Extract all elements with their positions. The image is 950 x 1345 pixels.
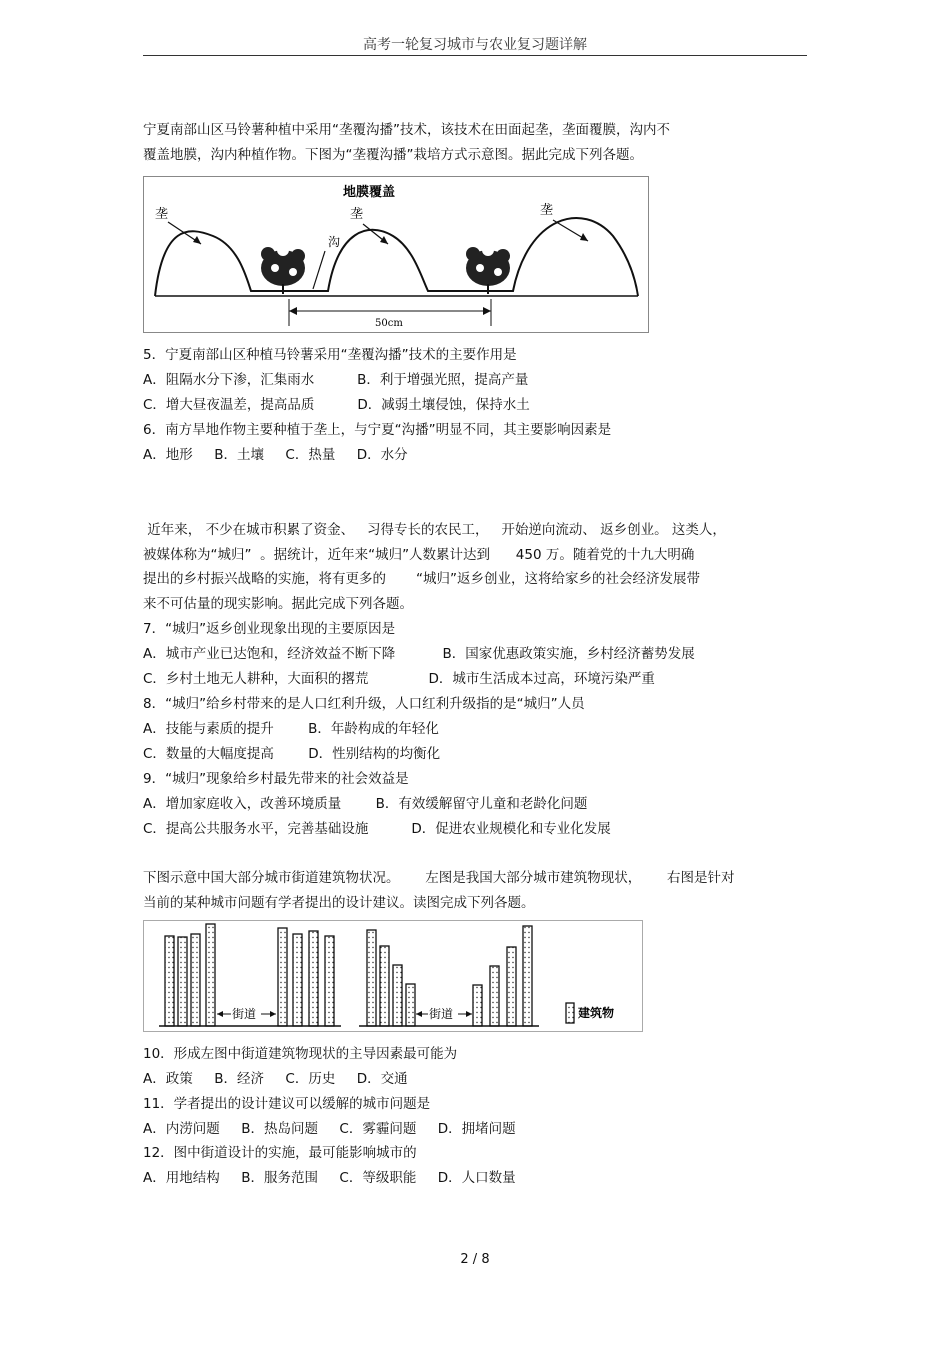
ridge-furrow-diagram <box>143 176 649 333</box>
legend-label: 建筑物 <box>578 1006 615 1020</box>
q9-options-cd: C．提高公共服务水平，完善基础设施 D．促进农业规模化和专业化发展 <box>143 821 611 837</box>
passage1-line2: 覆盖地膜，沟内种植作物。下图为“垄覆沟播”栽培方式示意图。据此完成下列各题。 <box>143 147 643 163</box>
width-label: 50cm <box>375 318 403 329</box>
left-street-label: 街道 <box>232 1007 257 1021</box>
ridge-label-3: 垄 <box>540 203 554 218</box>
right-street-label: 街道 <box>429 1007 454 1021</box>
q12-options: A．用地结构 B．服务范围 C．等级职能 D．人口数量 <box>143 1170 516 1186</box>
header-rule <box>143 55 807 56</box>
q12-stem: 12．图中街道设计的实施，最可能影响城市的 <box>143 1145 417 1161</box>
passage3-line2: 当前的某种城市问题有学者提出的设计建议。读图完成下列各题。 <box>143 895 535 911</box>
passage3-line1: 下图示意中国大部分城市街道建筑物状况。 左图是我国大部分城市建筑物现状， 右图是针对 <box>143 870 735 886</box>
furrow-label: 沟 <box>328 235 341 249</box>
q9-options-ab: A．增加家庭收入，改善环境质量 B．有效缓解留守儿童和老龄化问题 <box>143 796 588 812</box>
q8-options-ab: A．技能与素质的提升 B．年龄构成的年轻化 <box>143 721 439 737</box>
ridge-label-1: 垄 <box>155 207 169 222</box>
passage2-line1: 近年来， 不少在城市积累了资金、 习得专长的农民工， 开始逆向流动、 返乡创业。 这类人， <box>143 522 726 538</box>
page-header: 高考一轮复习城市与农业复习题详解 <box>363 37 587 53</box>
ridge-label-2: 垄 <box>350 207 364 222</box>
q11-options: A．内涝问题 B．热岛问题 C．雾霾问题 D．拥堵问题 <box>143 1121 516 1137</box>
q6-options: A．地形 B．土壤 C．热量 D．水分 <box>143 447 408 463</box>
passage2-line2: 被媒体称为“城归” 。据统计，近年来“城归”人数累计达到 450 万。随着党的十九大明确 <box>143 547 695 563</box>
passage1-line1: 宁夏南部山区马铃薯种植中采用“垄覆沟播”技术，该技术在田面起垄，垄面覆膜，沟内不 <box>143 122 670 138</box>
q7-stem: 7．“城归”返乡创业现象出现的主要原因是 <box>143 621 396 637</box>
q8-stem: 8．“城归”给乡村带来的是人口红利升级，人口红利升级指的是“城归”人员 <box>143 696 585 712</box>
q11-stem: 11．学者提出的设计建议可以缓解的城市问题是 <box>143 1096 431 1112</box>
q7-options-ab: A．城市产业已达饱和，经济效益不断下降 B．国家优惠政策实施，乡村经济蓄势发展 <box>143 646 695 662</box>
q10-stem: 10．形成左图中街道建筑物现状的主导因素最可能为 <box>143 1046 458 1062</box>
page-number: 2 / 8 <box>460 1252 490 1267</box>
q8-options-cd: C．数量的大幅度提高 D．性别结构的均衡化 <box>143 746 441 762</box>
legend-swatch <box>566 1003 574 1023</box>
q6-stem: 6．南方旱地作物主要种植于垄上，与宁夏“沟播”明显不同，其主要影响因素是 <box>143 422 612 438</box>
q9-stem: 9．“城归”现象给乡村最先带来的社会效益是 <box>143 771 409 787</box>
q5-options-cd: C．增大昼夜温差，提高品质 D．减弱土壤侵蚀，保持水土 <box>143 397 530 413</box>
q5-stem: 5．宁夏南部山区种植马铃薯采用“垄覆沟播”技术的主要作用是 <box>143 347 517 363</box>
q10-options: A．政策 B．经济 C．历史 D．交通 <box>143 1071 408 1087</box>
q5-options-ab: A．阻隔水分下渗，汇集雨水 B．利于增强光照，提高产量 <box>143 372 529 388</box>
passage2-line4: 来不可估量的现实影响。据此完成下列各题。 <box>143 596 413 612</box>
q7-options-cd: C．乡村土地无人耕种，大面积的撂荒 D．城市生活成本过高，环境污染严重 <box>143 671 655 687</box>
street-buildings-diagram <box>143 920 643 1032</box>
mulch-title: 地膜覆盖 <box>343 185 396 200</box>
passage2-line3: 提出的乡村振兴战略的实施，将有更多的 “城归”返乡创业，这将给家乡的社会经济发展带 <box>143 571 701 587</box>
